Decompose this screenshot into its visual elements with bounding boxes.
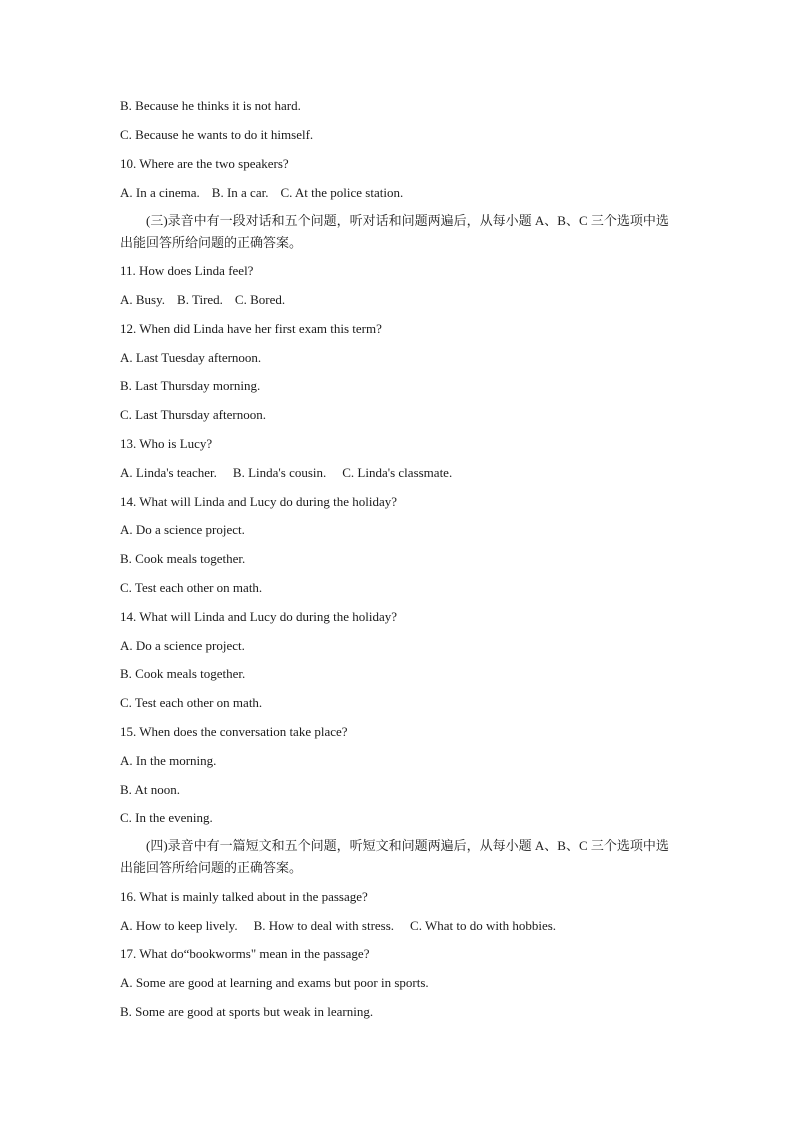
option-14c: C. Test each other on math.	[120, 580, 263, 595]
question-11: 11. How does Linda feel?	[120, 263, 254, 278]
option-14a: A. Do a science project.	[120, 522, 245, 537]
question-17: 17. What do“bookworms" mean in the passage?	[120, 946, 370, 961]
options-16	[120, 918, 556, 934]
option-9b: B. Because he thinks it is not hard.	[120, 98, 301, 113]
option-14b-repeat: B. Cook meals together.	[120, 666, 246, 681]
option-12b: B. Last Thursday morning.	[120, 378, 261, 393]
option-10b: B. In a car.	[211, 185, 269, 200]
option-16c: C. What to do with hobbies.	[410, 918, 557, 933]
section-4-instructions: (四)录音中有一篇短文和五个问题，听短文和问题两遍后，从每小题 A、B、C 三个选项中选出能回答所给问题的正确答案。	[120, 838, 669, 875]
option-15a: A. In the morning.	[120, 753, 217, 768]
option-12c: C. Last Thursday afternoon.	[120, 407, 266, 422]
question-15: 15. When does the conversation take place?	[120, 724, 348, 739]
option-11b: B. Tired.	[177, 292, 223, 307]
options-13	[120, 465, 452, 481]
option-16a: A. How to keep lively.	[120, 918, 238, 933]
section-3-instructions: (三)录音中有一段对话和五个问题，听对话和问题两遍后，从每小题 A、B、C 三个选项中选出能回答所给问题的正确答案。	[120, 213, 669, 250]
option-14b: B. Cook meals together.	[120, 551, 246, 566]
option-12a: A. Last Tuesday afternoon.	[120, 350, 262, 365]
option-10a: A. In a cinema.	[120, 185, 200, 200]
question-12: 12. When did Linda have her first exam this term?	[120, 321, 382, 336]
option-13c: C. Linda's classmate.	[342, 465, 453, 480]
option-11c: C. Bored.	[234, 292, 286, 307]
question-14-repeat: 14. What will Linda and Lucy do during the holiday?	[120, 609, 398, 624]
options-10	[120, 185, 403, 201]
option-9c: C. Because he wants to do it himself.	[120, 127, 314, 142]
question-16: 16. What is mainly talked about in the passage?	[120, 889, 368, 904]
option-10c: C. At the police station.	[280, 185, 404, 200]
option-16b: B. How to deal with stress.	[253, 918, 395, 933]
option-14a-repeat: A. Do a science project.	[120, 638, 245, 653]
option-14c-repeat: C. Test each other on math.	[120, 695, 263, 710]
option-15c: C. In the evening.	[120, 810, 213, 825]
question-13: 13. Who is Lucy?	[120, 436, 213, 451]
question-10: 10. Where are the two speakers?	[120, 156, 289, 171]
question-14: 14. What will Linda and Lucy do during the holiday?	[120, 494, 398, 509]
option-11a: A. Busy.	[120, 292, 166, 307]
option-15b: B. At noon.	[120, 782, 180, 797]
option-13a: A. Linda's teacher.	[120, 465, 217, 480]
options-11	[120, 292, 285, 308]
option-13b: B. Linda's cousin.	[232, 465, 327, 480]
option-17b: B. Some are good at sports but weak in learning.	[120, 1004, 374, 1019]
option-17a: A. Some are good at learning and exams but poor in sports.	[120, 975, 429, 990]
